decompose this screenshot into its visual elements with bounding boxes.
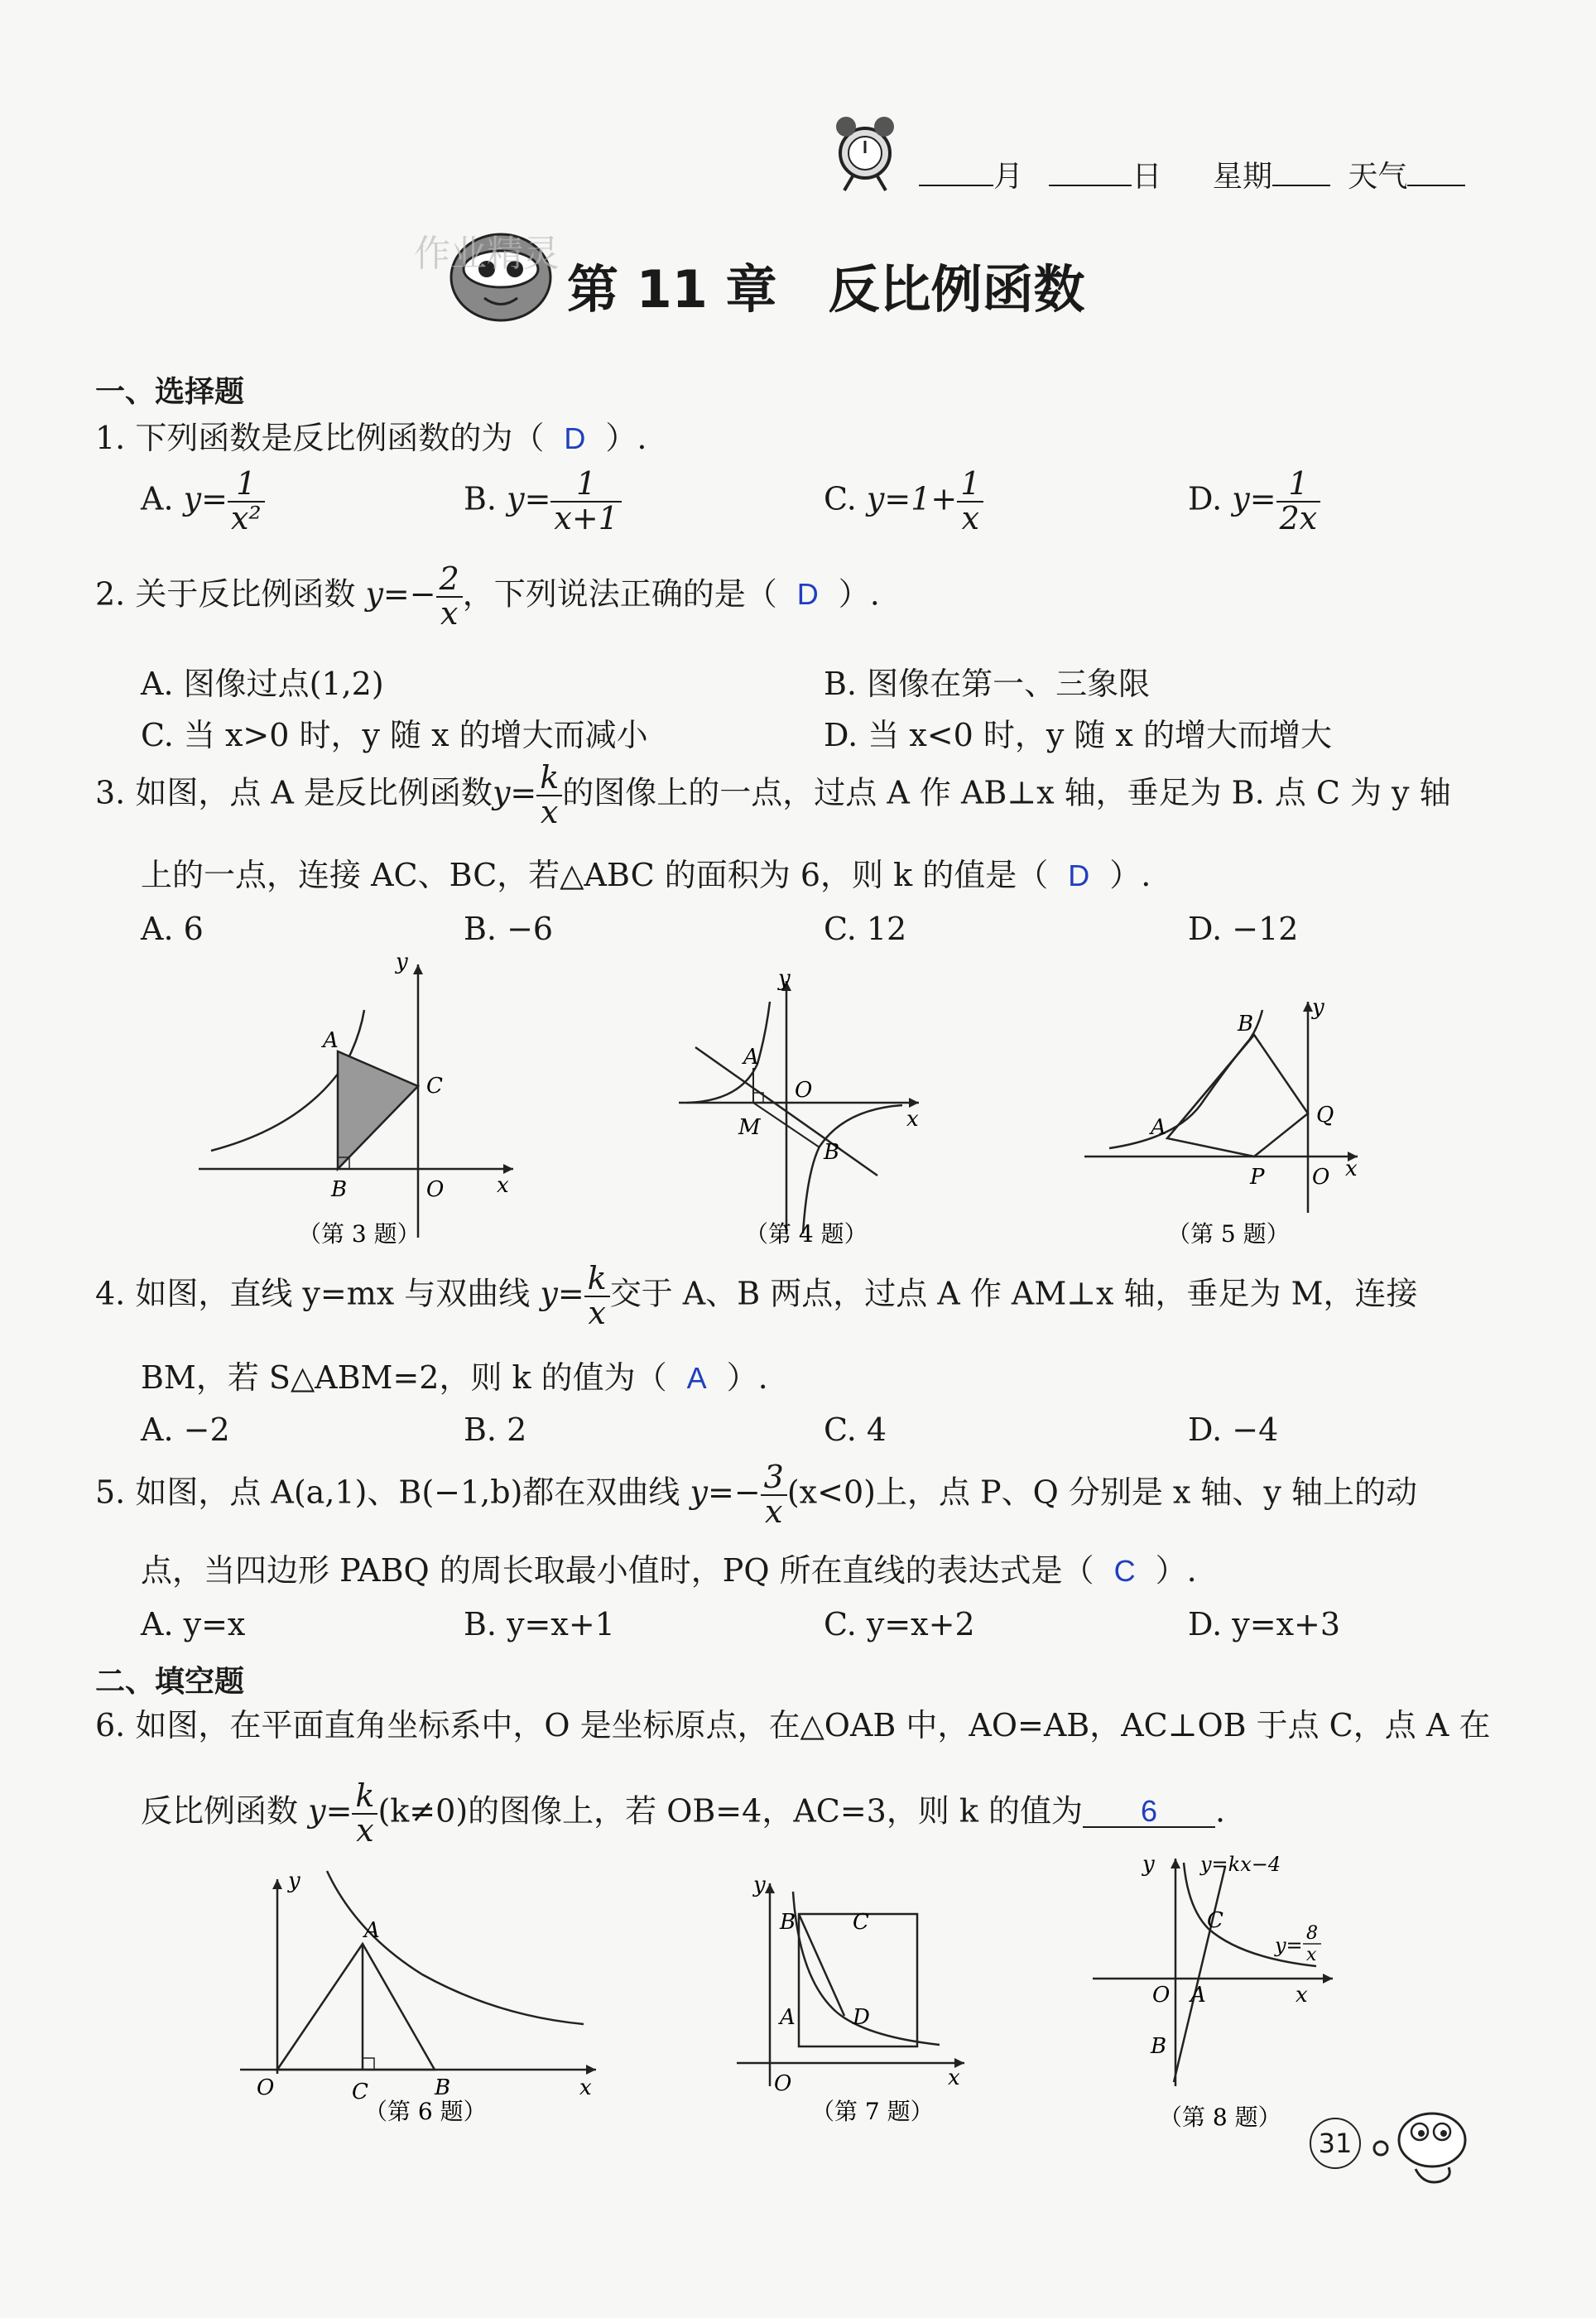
point-a-label: A — [323, 1028, 339, 1053]
q2-option-c: C. 当 x>0 时，y 随 x 的增大而减小 — [141, 717, 648, 753]
x-label: x — [579, 2075, 592, 2100]
line-label: y=kx−4 — [1200, 1853, 1281, 1876]
x-label: x — [948, 2066, 960, 2090]
figure-caption: （第 7 题） — [811, 2098, 934, 2125]
curve-label: y= — [1275, 1934, 1303, 1957]
alarm-clock-mascot-icon — [828, 103, 902, 195]
date-header — [919, 153, 1465, 195]
q4-option-c: C. 4 — [824, 1411, 887, 1448]
point-b-label: B — [435, 2075, 451, 2100]
q4-option-b: B. 2 — [464, 1411, 527, 1448]
origin-label: O — [774, 2071, 792, 2096]
point-d-label: D — [853, 2005, 870, 2030]
q4-option-a: A. −2 — [141, 1411, 230, 1448]
point-a-label: A — [780, 2005, 796, 2030]
point-a-label: A — [1151, 1115, 1166, 1140]
point-b-label: B — [331, 1177, 348, 1202]
y-label: y — [288, 1868, 300, 1893]
point-a-label: A — [743, 1045, 759, 1070]
y-label: y — [753, 1873, 766, 1897]
y-label: y — [396, 952, 408, 974]
x-label: x — [1345, 1157, 1358, 1181]
figure-caption: （第 5 题） — [1167, 1220, 1290, 1248]
answer-1: D — [564, 421, 586, 455]
q1-option-b: B. y= $\frac{1}{x+1}$ — [464, 468, 622, 536]
point-c-label: C — [853, 1910, 869, 1935]
figure-7 — [728, 1871, 977, 2136]
day-label: 日 — [1132, 160, 1162, 194]
origin-label: O — [795, 1078, 813, 1103]
figure-8 — [1084, 1846, 1358, 2144]
origin-label: O — [1152, 1983, 1171, 2008]
point-b-label: B — [780, 1910, 796, 1935]
x-label: x — [497, 1173, 509, 1198]
answer-5: C — [1113, 1554, 1136, 1588]
q3-option-c: C. 12 — [824, 911, 907, 947]
mascot-icon — [1366, 2103, 1473, 2194]
line-y-kx-4 — [1174, 1867, 1225, 2082]
q1-option-c: C. y=1+ $\frac{1}{x}$ — [824, 468, 983, 536]
hyperbola-branch-right — [803, 1105, 902, 1234]
answer-2: D — [796, 577, 819, 612]
q5-option-c: C. y=x+2 — [824, 1606, 975, 1642]
y-label: y — [1142, 1852, 1155, 1877]
origin-label: O — [257, 2075, 275, 2100]
y-label: y — [1312, 995, 1324, 1020]
origin-label: O — [1312, 1165, 1330, 1190]
q2-option-a: A. 图像过点(1,2) — [141, 666, 384, 702]
figure-caption: （第 3 题） — [298, 1220, 421, 1248]
q3-option-a: A. 6 — [141, 911, 204, 947]
question-5-line2: 点，当四边形 PABQ 的周长取最小值时，PQ 所在直线的表达式是（ C ）. — [141, 1552, 1197, 1589]
question-1: 1. 下列函数是反比例函数的为（ D ）. — [95, 420, 647, 456]
section-title: 一、选择题 — [95, 375, 245, 409]
section-title: 二、填空题 — [95, 1665, 245, 1699]
q4-option-d: D. −4 — [1188, 1411, 1279, 1448]
q2-option-d: D. 当 x<0 时，y 随 x 的增大而增大 — [824, 717, 1333, 753]
point-a-label: A — [364, 1918, 380, 1943]
triangle-abc — [338, 1051, 418, 1169]
answer-6: 6 — [1083, 1796, 1215, 1828]
point-m-label: M — [738, 1115, 761, 1140]
x-label: x — [906, 1107, 919, 1132]
q1-option-d: D. y= $\frac{1}{2x}$ — [1188, 468, 1320, 536]
q3-option-d: D. −12 — [1188, 911, 1299, 947]
curve-label-num: 8 — [1306, 1923, 1318, 1944]
q5-option-d: D. y=x+3 — [1188, 1606, 1341, 1642]
q2-option-b: B. 图像在第一、三象限 — [824, 666, 1151, 702]
point-c-label: C — [1207, 1908, 1223, 1933]
x-label: x — [1296, 1983, 1308, 2008]
q5-option-b: B. y=x+1 — [464, 1606, 615, 1642]
figure-caption: （第 6 题） — [364, 2098, 487, 2125]
q3-option-b: B. −6 — [464, 911, 554, 947]
point-p-label: P — [1250, 1165, 1265, 1190]
weekday-label: 星期 — [1212, 160, 1272, 194]
month-label: 月 — [993, 160, 1024, 194]
figure-caption: （第 8 题） — [1159, 2104, 1281, 2131]
figure-3 — [190, 952, 538, 1258]
triangle-oab — [277, 1944, 435, 2070]
question-3: 3. 如图，点 A 是反比例函数y= $\frac{k}{x}$ 的图像上的一点，过点 A 作 AB⊥x 轴，垂足为 B. 点 C 为 y 轴 — [95, 759, 1451, 830]
point-c-label: C — [352, 2080, 368, 2104]
point-b-label: B — [824, 1140, 840, 1165]
answer-4: A — [686, 1361, 707, 1395]
point-a-label: A — [1190, 1983, 1206, 2008]
answer-3: D — [1068, 858, 1090, 892]
point-c-label: C — [426, 1074, 443, 1099]
q1-option-a: A. y= $\frac{1}{\text{x²}}$ — [141, 468, 265, 536]
point-b-label: B — [1151, 2034, 1167, 2059]
figure-5 — [1076, 989, 1374, 1258]
watermark: 作业精灵 — [414, 233, 560, 275]
q5-option-a: A. y=x — [141, 1606, 246, 1642]
figure-4 — [671, 969, 935, 1258]
page-number: 31 — [1310, 2118, 1361, 2169]
origin-label: O — [426, 1177, 445, 1202]
question-4: 4. 如图，直线 y=mx 与双曲线 y= $\frac{k}{x}$ 交于 A、B 两点，过点 A 作 AM⊥x 轴，垂足为 M，连接 — [95, 1260, 1418, 1331]
question-6-line2: 反比例函数 y= $\frac{k}{x}$ (k≠0)的图像上，若 OB=4，AC=3，则 k 的值为 6 . — [141, 1777, 1226, 1849]
chapter-title: 第 11 章 反比例函数 — [567, 259, 1085, 320]
weather-label: 天气 — [1348, 160, 1408, 194]
point-b-label: B — [1238, 1012, 1254, 1036]
question-4-line2: BM，若 S△ABM=2，则 k 的值为（ A ）. — [141, 1359, 768, 1396]
point-q-label: Q — [1316, 1103, 1334, 1128]
question-5: 5. 如图，点 A(a,1)、B(−1,b)都在双曲线 y=− $\frac{3}{x}$ (x<0)上，点 P、Q 分别是 x 轴、y 轴上的动 — [95, 1459, 1417, 1530]
figure-6 — [232, 1867, 613, 2132]
question-6: 6. 如图，在平面直角坐标系中，O 是坐标原点，在△OAB 中，AO=AB，AC⊥OB 于点 C，点 A 在 — [95, 1707, 1491, 1743]
question-2: 2. 关于反比例函数 y=− $\frac{2}{x}$ ，下列说法正确的是（ D ）. — [95, 560, 880, 632]
curve-label-den: x — [1306, 1945, 1317, 1965]
figure-caption: （第 4 题） — [745, 1220, 868, 1248]
question-3-line2: 上的一点，连接 AC、BC，若△ABC 的面积为 6，则 k 的值是（ D ）. — [141, 857, 1151, 893]
y-label: y — [778, 969, 791, 991]
